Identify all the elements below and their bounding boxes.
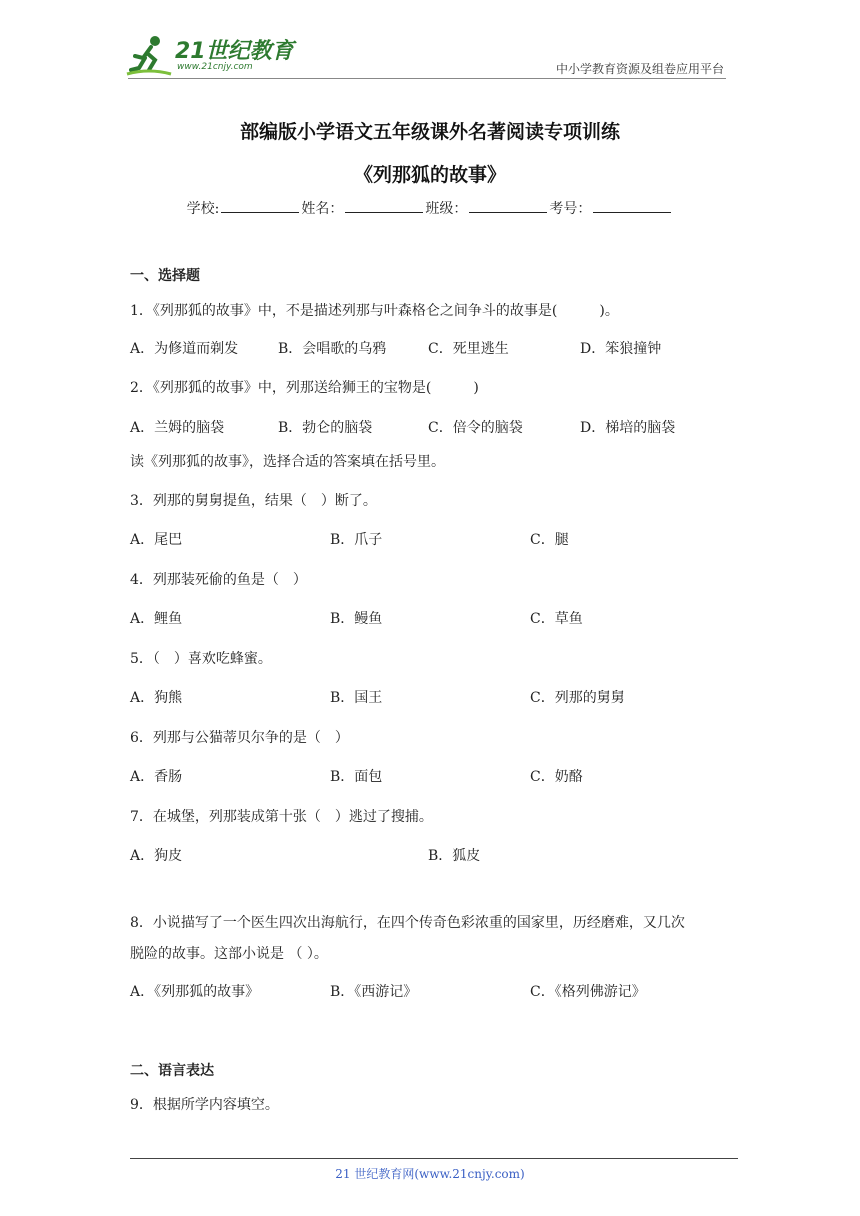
- name-label: 姓名：: [301, 201, 344, 217]
- question-8-stem-line2: 脱险的故事。这部小说是 （ ）。: [130, 946, 328, 962]
- q3-option-b: B．爪子: [330, 532, 383, 548]
- q1-option-a: A．为修道而剃发: [130, 341, 239, 357]
- reading-instruction: 读《列那狐的故事》，选择合适的答案填在括号里。: [130, 454, 445, 470]
- question-9-stem: 9．根据所学内容填空。: [130, 1097, 279, 1113]
- q7-option-b: B．狐皮: [428, 848, 481, 864]
- logo-url: www.21cnjy.com: [177, 62, 253, 72]
- q2-option-d: D．梯培的脑袋: [580, 420, 676, 436]
- q5-option-b: B．国王: [330, 690, 383, 706]
- exam-no-label: 考号：: [549, 201, 592, 217]
- q4-option-a: A．鲤鱼: [130, 611, 183, 627]
- question-7-stem: 7．在城堡，列那装成第十张（ ）逃过了搜捕。: [130, 809, 433, 825]
- runner-logo-icon: [125, 34, 173, 78]
- class-blank: [469, 198, 547, 213]
- q2-option-b: B．勃仑的脑袋: [278, 420, 373, 436]
- footer-divider: [130, 1158, 738, 1159]
- q5-option-a: A．狗熊: [130, 690, 183, 706]
- class-label: 班级：: [425, 201, 468, 217]
- logo-text: 21世纪教育: [175, 39, 294, 64]
- q1-option-d: D．笨狼撞钟: [580, 341, 662, 357]
- section-heading-choice: 一、选择题: [130, 268, 200, 284]
- q1-option-b: B．会唱歌的乌鸦: [278, 341, 387, 357]
- q2-option-a: A．兰姆的脑袋: [130, 420, 225, 436]
- question-6-stem: 6．列那与公猫蒂贝尔争的是（ ）: [130, 730, 349, 746]
- q4-option-c: C．草鱼: [530, 611, 583, 627]
- q8-option-a: A．《列那狐的故事》: [130, 984, 260, 1000]
- exam-no-blank: [593, 198, 671, 213]
- footer-text: 21 世纪教育网(www.21cnjy.com): [335, 1167, 525, 1181]
- q8-option-b: B．《西游记》: [330, 984, 418, 1000]
- header-divider: [128, 78, 726, 79]
- question-5-stem: 5．（ ）喜欢吃蜂蜜。: [130, 651, 272, 667]
- q7-option-a: A．狗皮: [130, 848, 183, 864]
- question-1-stem: 1．《列那狐的故事》中，不是描述列那与叶森格仑之间争斗的故事是( )。: [130, 303, 619, 319]
- student-info: [0, 198, 860, 218]
- name-blank: [345, 198, 423, 213]
- question-8-stem-line1: 8．小说描写了一个医生四次出海航行，在四个传奇色彩浓重的国家里，历经磨难，又几次: [130, 915, 685, 931]
- question-3-stem: 3．列那的舅舅提鱼，结果（ ）断了。: [130, 493, 377, 509]
- q6-option-c: C．奶酪: [530, 769, 583, 785]
- q3-option-c: C．腿: [530, 532, 569, 548]
- q1-option-c: C．死里逃生: [428, 341, 509, 357]
- q5-option-c: C．列那的舅舅: [530, 690, 625, 706]
- school-blank: [221, 198, 299, 213]
- school-label: 学校:: [186, 201, 220, 217]
- header-platform-text: 中小学教育资源及组卷应用平台: [555, 62, 724, 76]
- question-2-stem: 2．《列那狐的故事》中，列那送给狮王的宝物是( ): [130, 380, 479, 396]
- q6-option-a: A．香肠: [130, 769, 183, 785]
- q4-option-b: B．鳗鱼: [330, 611, 383, 627]
- page-title: 部编版小学语文五年级课外名著阅读专项训练: [239, 121, 620, 143]
- q3-option-a: A．尾巴: [130, 532, 183, 548]
- section-heading-language: 二、语言表达: [130, 1063, 214, 1079]
- question-4-stem: 4．列那装死偷的鱼是（ ）: [130, 572, 307, 588]
- q8-option-c: C．《格列佛游记》: [530, 984, 646, 1000]
- q6-option-b: B．面包: [330, 769, 383, 785]
- page-subtitle: 《列那狐的故事》: [353, 164, 506, 186]
- q2-option-c: C．倍令的脑袋: [428, 420, 523, 436]
- site-logo: [125, 34, 295, 78]
